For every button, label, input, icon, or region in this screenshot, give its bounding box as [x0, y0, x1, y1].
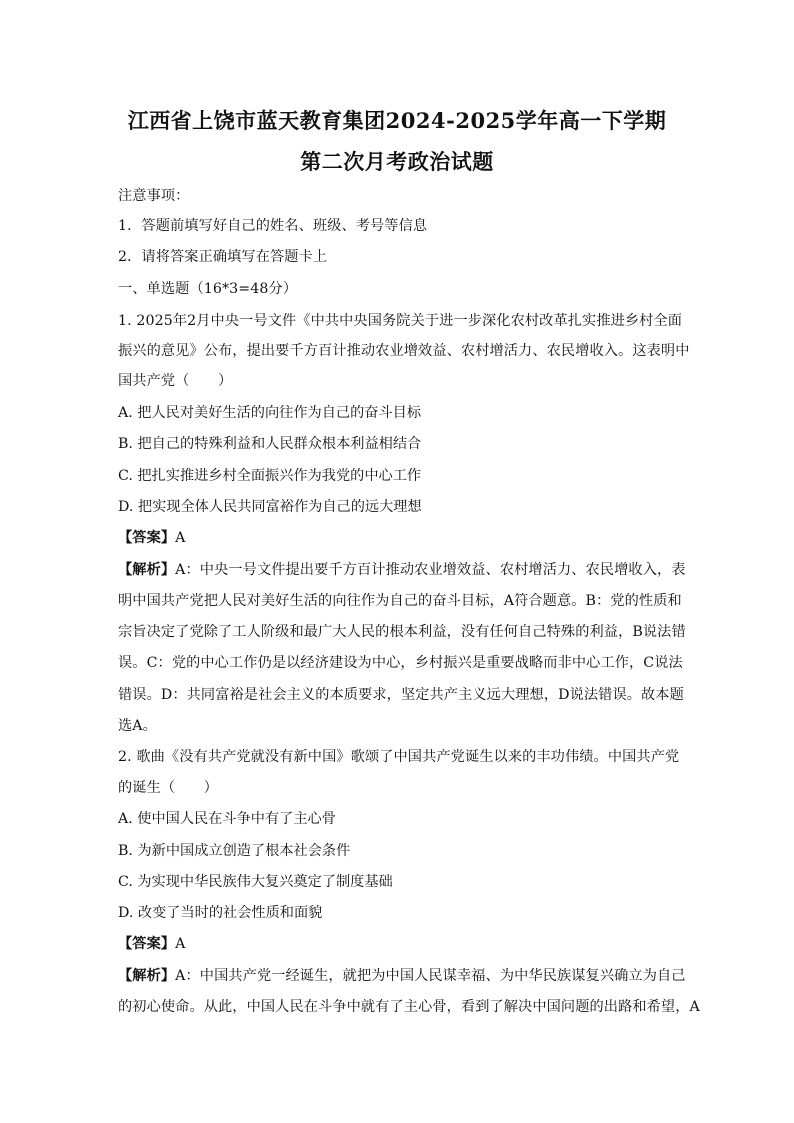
q2-analysis-tag: 【解析】 [118, 968, 176, 984]
q1-analysis-line-4: 误。C：党的中心工作仍是以经济建设为中心，乡村振兴是重要战略而非中心工作，C说法 [118, 655, 683, 671]
q1-stem-line-2: 振兴的意见》公布，提出要千方百计推动农业增效益、农村增活力、农民增收入。这表明中 [118, 343, 690, 359]
q2-stem-line-2: 的诞生（ ） [118, 780, 219, 796]
q1-stem-line-1: 1. 2025年2月中央一号文件《中共中央国务院关于进一步深化农村改革扎实推进乡村全面 [118, 313, 683, 329]
q1-option-b: B. 把自己的特殊利益和人民群众根本利益相结合 [118, 436, 422, 452]
section-heading: 一、单选题（16*3=48分） [118, 281, 298, 297]
q1-analysis-line-5: 错误。D：共同富裕是社会主义的本质要求，坚定共产主义远大理想，D说法错误。故本题 [118, 687, 684, 703]
q2-answer [118, 934, 186, 954]
q1-answer-tag: 【答案】 [118, 530, 176, 546]
title-line-1: 江西省上饶市蓝天教育集团2024-2025学年高一下学期 [127, 108, 667, 133]
notice-item-2: 2．请将答案正确填写在答题卡上 [118, 249, 328, 265]
q1-analysis-line-1 [118, 560, 686, 580]
q2-analysis-line-2: 的初心使命。从此，中国人民在斗争中就有了主心骨，看到了解决中国问题的出路和希望，A [118, 999, 700, 1015]
q1-option-c: C. 把扎实推进乡村全面振兴作为我党的中心工作 [118, 468, 422, 484]
q2-answer-tag: 【答案】 [118, 936, 176, 952]
q2-option-b: B. 为新中国成立创造了根本社会条件 [118, 843, 351, 859]
q1-analysis-line-6: 选A。 [118, 718, 157, 734]
q2-option-d: D. 改变了当时的社会性质和面貌 [118, 905, 323, 921]
q2-analysis-text-1: A：中国共产党一经诞生，就把为中国人民谋幸福、为中华民族谋复兴确立为自己 [175, 968, 686, 984]
q1-analysis-line-3: 宗旨决定了党除了工人阶级和最广大人民的根本利益，没有任何自己特殊的利益，B说法错 [118, 624, 686, 640]
q1-analysis-line-2: 明中国共产党把人民对美好生活的向往作为自己的奋斗目标，A符合题意。B：党的性质和 [118, 593, 682, 609]
title-line-2: 第二次月考政治试题 [300, 149, 494, 174]
q1-analysis-text-1: A：中央一号文件提出要千方百计推动农业增效益、农村增活力、农民增收入，表 [175, 562, 686, 578]
notice-heading: 注意事项： [118, 188, 190, 204]
q1-stem-line-3: 国共产党（ ） [118, 373, 233, 389]
q1-answer [118, 528, 186, 548]
q2-analysis-line-1 [118, 966, 686, 986]
notice-item-1: 1．答题前填写好自己的姓名、班级、考号等信息 [118, 218, 428, 234]
q1-analysis-tag: 【解析】 [118, 562, 176, 578]
q2-answer-value: A [175, 936, 186, 952]
q1-answer-value: A [175, 530, 186, 546]
q1-option-d: D. 把实现全体人民共同富裕作为自己的远大理想 [118, 499, 422, 515]
q2-option-a: A. 使中国人民在斗争中有了主心骨 [118, 811, 336, 827]
q2-option-c: C. 为实现中华民族伟大复兴奠定了制度基础 [118, 874, 393, 890]
q1-option-a: A. 把人民对美好生活的向往作为自己的奋斗目标 [118, 405, 422, 421]
q2-stem-line-1: 2. 歌曲《没有共产党就没有新中国》歌颂了中国共产党诞生以来的丰功伟绩。中国共产党 [118, 749, 680, 765]
